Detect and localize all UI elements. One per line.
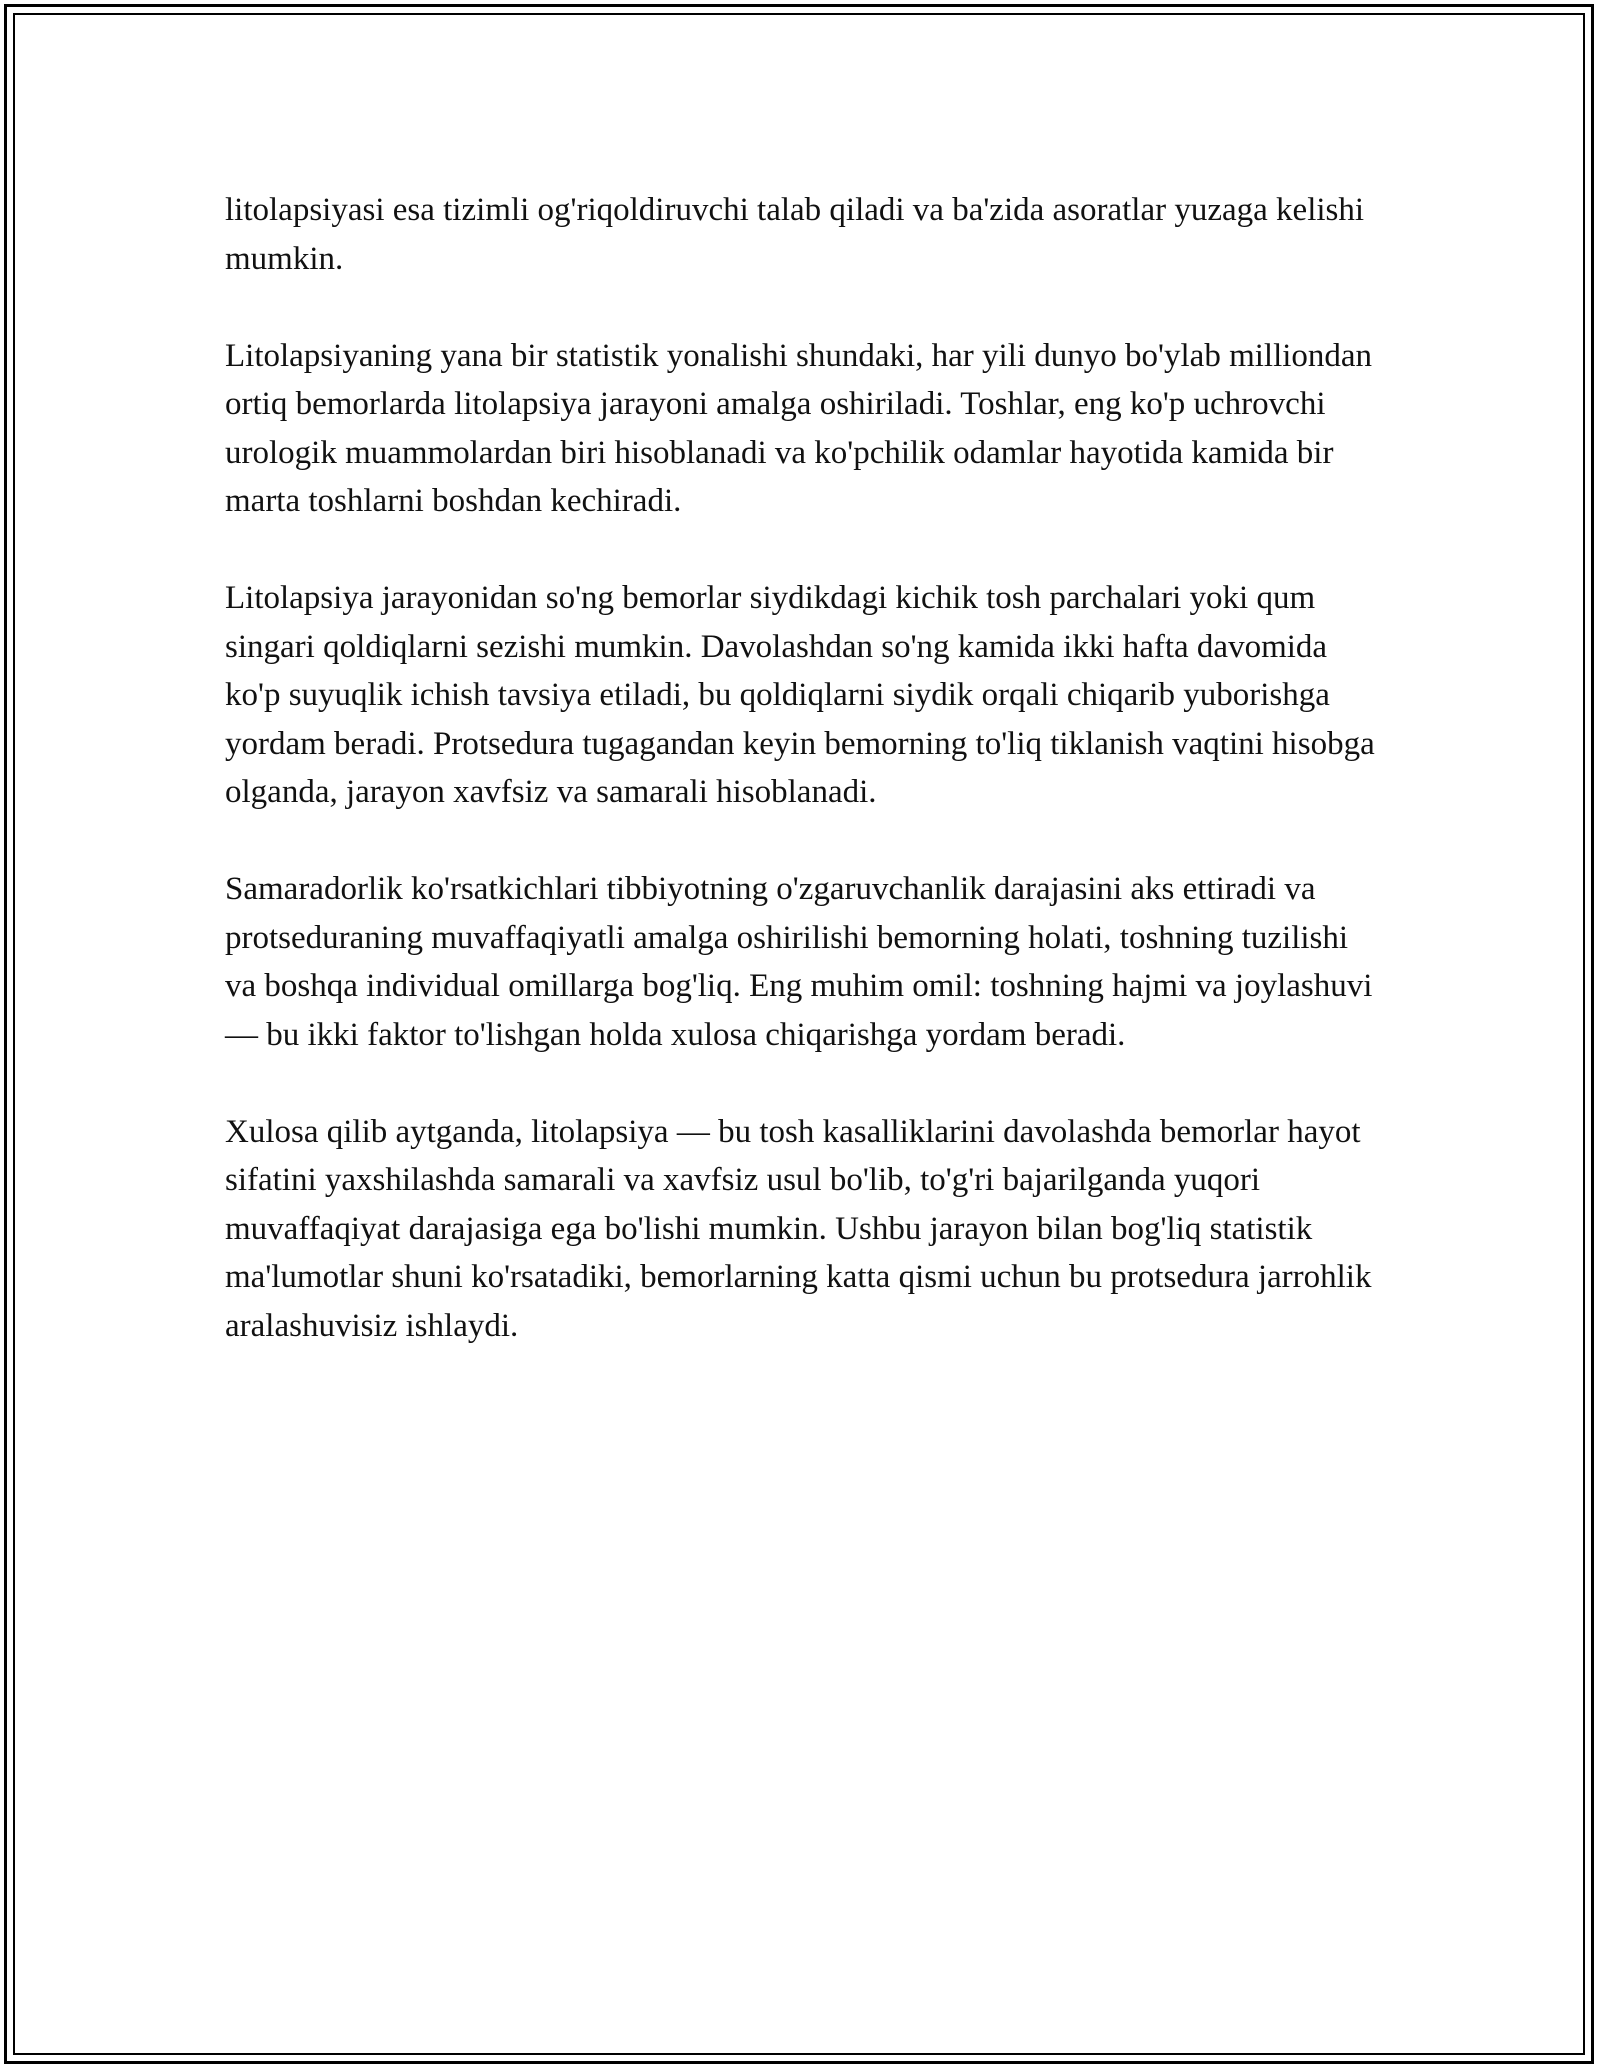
paragraph-5: Xulosa qilib aytganda, litolapsiya — bu tosh kasalliklarini davolashda bemorlar hayot sifatini yaxshilashda samarali va xavfsiz usul bo'lib, to'g'ri bajarilganda yuqori muvaffaqiyat darajasiga ega bo'lishi mumkin. Ushbu jarayon bilan bog'liq statistik ma'lumotlar shuni ko'rsatadiki, bemorlarning katta qismi uchun bu protsedura jarrohlik aralashuvisiz ishlaydi. bbox=[225, 1113, 1372, 1344]
document-body bbox=[225, 186, 1375, 1399]
paragraph-1: litolapsiyasi esa tizimli og'riqoldiruvchi talab qiladi va ba'zida asoratlar yuzaga kelishi mumkin. bbox=[225, 192, 1365, 277]
paragraph-3: Litolapsiya jarayonidan so'ng bemorlar siydikdagi kichik tosh parchalari yoki qum singari qoldiqlarni sezishi mumkin. Davolashdan so'ng kamida ikki hafta davomida ko'p suyuqlik ichish tavsiya etiladi, bu qoldiqlarni siydik orqali chiqarib yuborishga yordam beradi. Protsedura tugagandan keyin bemorning to'liq tiklanish vaqtini hisobga olganda, jarayon xavfsiz va samarali hisoblanadi. bbox=[225, 580, 1375, 810]
paragraph-2: Litolapsiyaning yana bir statistik yonalishi shundaki, har yili dunyo bo'ylab milliondan ortiq bemorlarda litolapsiya jarayoni amalga oshiriladi. Toshlar, eng ko'p uchrovchi urologik muammolardan biri hisoblanadi va ko'pchilik odamlar hayotida kamida bir marta toshlarni boshdan kechiradi. bbox=[225, 337, 1373, 519]
paragraph-4: Samaradorlik ko'rsatkichlari tibbiyotning o'zgaruvchanlik darajasini aks ettiradi va protseduraning muvaffaqiyatli amalga oshirilishi bemorning holati, toshning tuzilishi va boshqa individual omillarga bog'liq. Eng muhim omil: toshning hajmi va joylashuvi — bu ikki faktor to'lishgan holda xulosa chiqarishga yordam beradi. bbox=[225, 871, 1373, 1053]
